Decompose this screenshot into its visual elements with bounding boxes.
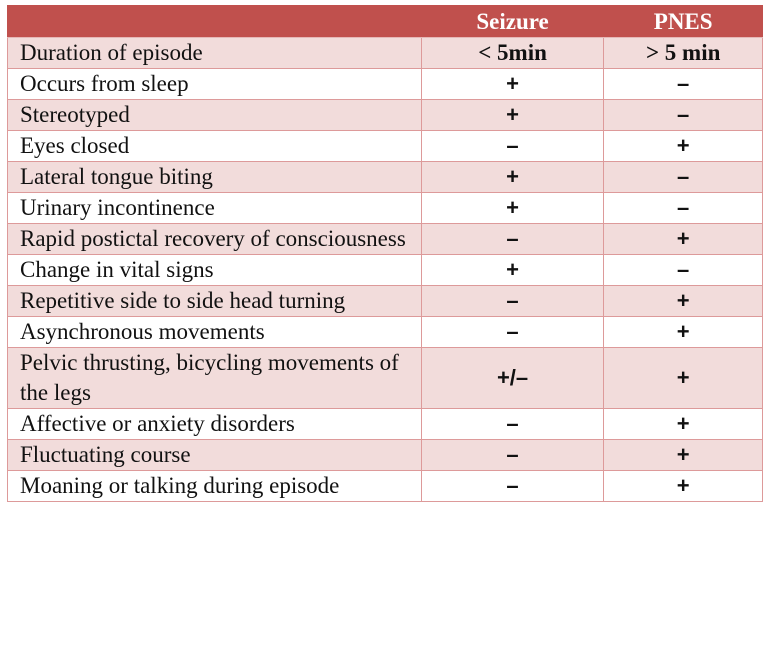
- seizure-cell: +: [421, 100, 604, 131]
- table-row: [8, 317, 763, 348]
- feature-cell: Pelvic thrusting, bicycling movements of the legs: [8, 348, 422, 409]
- table-row: [8, 440, 763, 471]
- seizure-vs-pnes-table: [7, 5, 763, 502]
- feature-cell: Eyes closed: [8, 131, 422, 162]
- pnes-cell: +: [604, 348, 763, 409]
- pnes-cell: > 5 min: [604, 38, 763, 69]
- table-row: [8, 38, 763, 69]
- header-feature: [8, 6, 422, 38]
- seizure-cell: –: [421, 409, 604, 440]
- table-row: [8, 162, 763, 193]
- pnes-cell: +: [604, 286, 763, 317]
- feature-cell: Repetitive side to side head turning: [8, 286, 422, 317]
- feature-cell: Fluctuating course: [8, 440, 422, 471]
- feature-cell: Moaning or talking during episode: [8, 471, 422, 502]
- seizure-cell: +: [421, 255, 604, 286]
- pnes-cell: +: [604, 317, 763, 348]
- seizure-cell: +: [421, 193, 604, 224]
- pnes-cell: –: [604, 255, 763, 286]
- seizure-cell: –: [421, 471, 604, 502]
- feature-cell: Urinary incontinence: [8, 193, 422, 224]
- table-row: [8, 255, 763, 286]
- seizure-cell: –: [421, 224, 604, 255]
- feature-cell: Lateral tongue biting: [8, 162, 422, 193]
- seizure-cell: < 5min: [421, 38, 604, 69]
- pnes-cell: –: [604, 100, 763, 131]
- table-row: [8, 131, 763, 162]
- seizure-cell: +: [421, 69, 604, 100]
- feature-cell: Asynchronous movements: [8, 317, 422, 348]
- feature-cell: Stereotyped: [8, 100, 422, 131]
- seizure-cell: +/–: [421, 348, 604, 409]
- feature-cell: Occurs from sleep: [8, 69, 422, 100]
- table-row: [8, 348, 763, 409]
- table-row: [8, 224, 763, 255]
- feature-cell: Rapid postictal recovery of consciousness: [8, 224, 422, 255]
- feature-cell: Affective or anxiety disorders: [8, 409, 422, 440]
- pnes-cell: +: [604, 224, 763, 255]
- seizure-cell: –: [421, 440, 604, 471]
- header-row: [8, 6, 763, 38]
- pnes-cell: +: [604, 409, 763, 440]
- pnes-cell: –: [604, 162, 763, 193]
- table-row: [8, 100, 763, 131]
- table-row: [8, 286, 763, 317]
- seizure-cell: –: [421, 286, 604, 317]
- pnes-cell: +: [604, 440, 763, 471]
- pnes-cell: +: [604, 131, 763, 162]
- table-row: [8, 193, 763, 224]
- pnes-cell: –: [604, 69, 763, 100]
- table-row: [8, 69, 763, 100]
- header-pnes: PNES: [604, 6, 763, 38]
- pnes-cell: +: [604, 471, 763, 502]
- seizure-cell: +: [421, 162, 604, 193]
- table-row: [8, 471, 763, 502]
- header-seizure: Seizure: [421, 6, 604, 38]
- feature-cell: Change in vital signs: [8, 255, 422, 286]
- table-row: [8, 409, 763, 440]
- feature-cell: Duration of episode: [8, 38, 422, 69]
- pnes-cell: –: [604, 193, 763, 224]
- seizure-cell: –: [421, 317, 604, 348]
- seizure-cell: –: [421, 131, 604, 162]
